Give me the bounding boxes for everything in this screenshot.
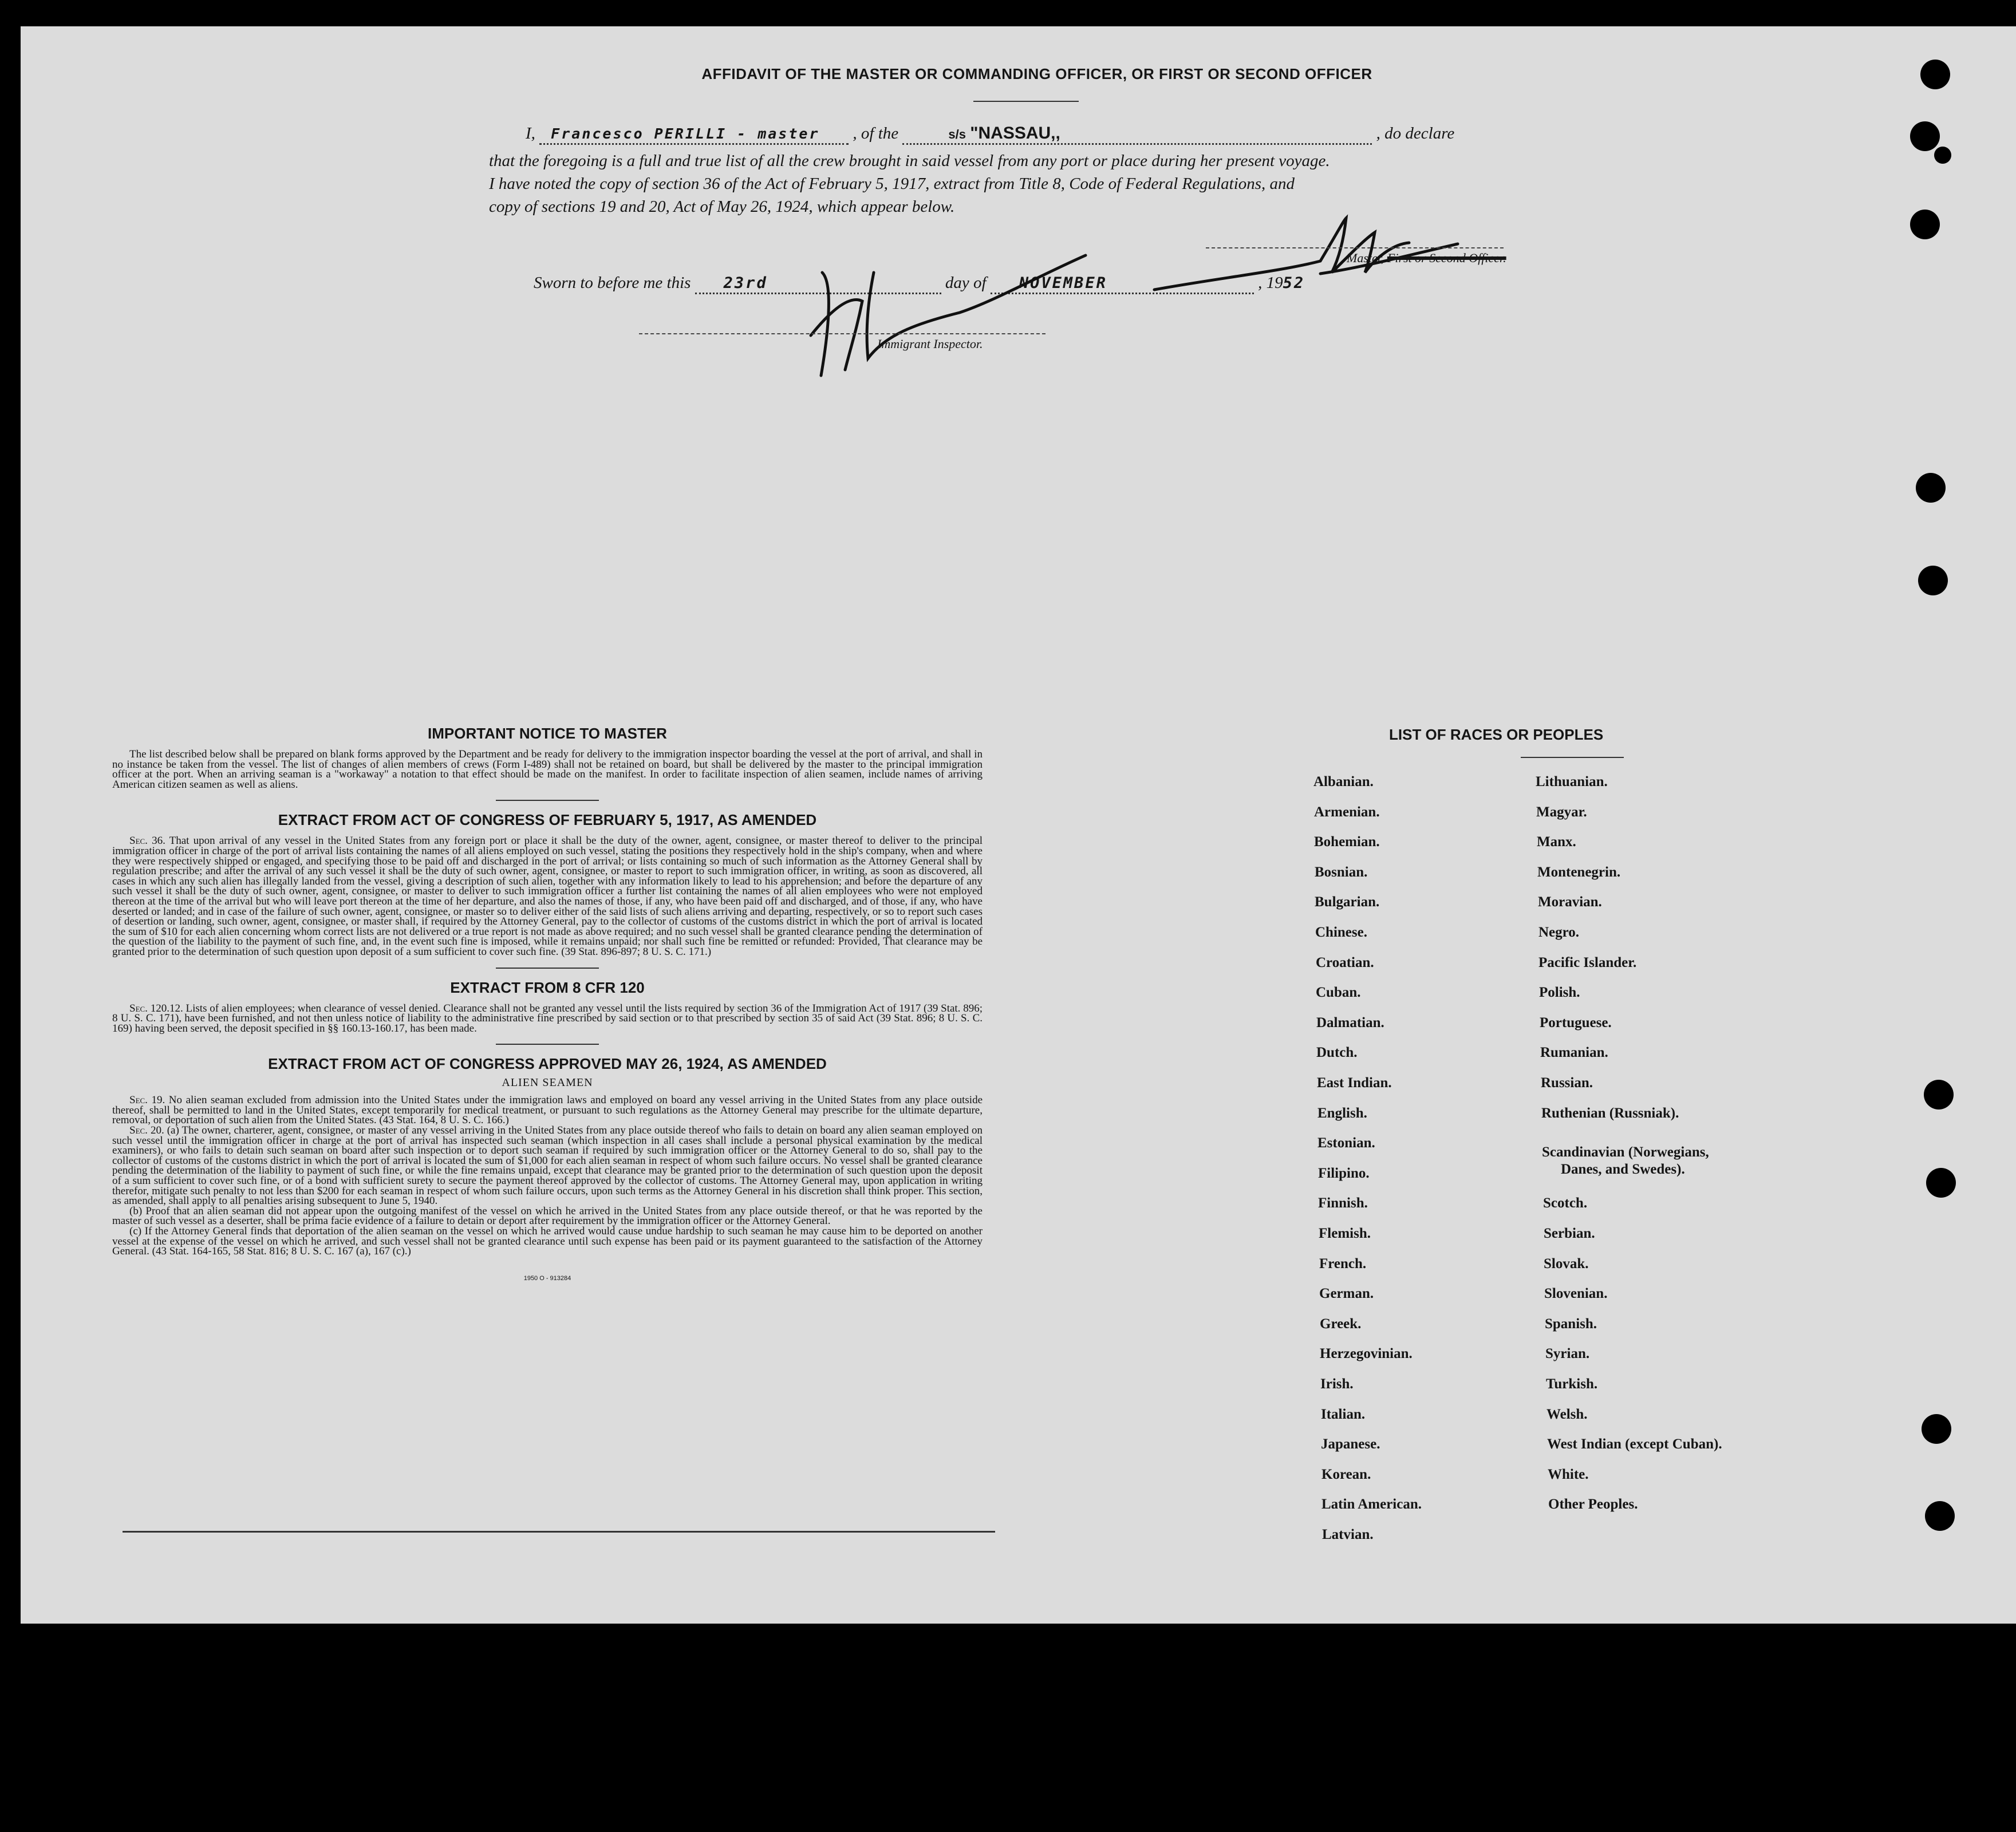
race-item: English. xyxy=(1317,1105,1367,1121)
race-item: Danes, and Swedes). xyxy=(1561,1162,1685,1177)
extract-1917-title: EXTRACT FROM ACT OF CONGRESS OF FEBRUARY 5, 1917, AS AMENDED xyxy=(278,811,817,829)
race-item: Other Peoples. xyxy=(1548,1497,1638,1512)
sworn-label: Sworn to before me this xyxy=(534,274,691,292)
race-item: Spanish. xyxy=(1545,1316,1597,1332)
section-label: Sec. 20. xyxy=(129,1124,164,1137)
race-item: Chinese. xyxy=(1315,925,1367,940)
race-item: Lithuanian. xyxy=(1536,774,1608,789)
punch-hole xyxy=(1922,1414,1951,1444)
declaration-body xyxy=(489,149,1588,218)
race-item: Scandinavian (Norwegians, xyxy=(1542,1144,1709,1160)
master-label: Master, xyxy=(1347,251,1384,265)
declaration-line xyxy=(526,124,1454,145)
race-item: Serbian. xyxy=(1544,1226,1595,1241)
section-label: Sec. 36. xyxy=(129,835,165,847)
affidavit-title: AFFIDAVIT OF THE MASTER OR COMMANDING OFFICER, OR FIRST OR SECOND OFFICER xyxy=(701,65,1372,82)
notice-title: IMPORTANT NOTICE TO MASTER xyxy=(428,725,667,742)
race-item: Scotch. xyxy=(1543,1195,1588,1211)
extract-1924-title: EXTRACT FROM ACT OF CONGRESS APPROVED MAY 26, 1924, AS AMENDED xyxy=(268,1055,827,1073)
sworn-day: 23rd xyxy=(723,274,768,292)
vessel-name: "NASSAU,, xyxy=(970,124,1060,143)
master-name-field xyxy=(539,124,849,145)
race-item: Bulgarian. xyxy=(1315,894,1380,910)
sec19-text xyxy=(112,1095,983,1126)
sec20c-text: (c) If the Attorney General finds that deportation of the alien seaman on the vessel on which he arrived would cause undue hardship to such seaman he may cause him to be deported on another vessel at the expense of the vessel on which he arrived, and such vessel shall not be granted clearance until such expense has been paid or its payment guaranteed to the satisfaction of the Attorney General. (43 Stat. 164-165, 58 Stat. 816; 8 U. S. C. 167 (a), 167 (c).) xyxy=(112,1225,983,1258)
inspector-signature xyxy=(788,250,1108,387)
race-item: Flemish. xyxy=(1319,1226,1371,1241)
struck-officer-label: First or Second Officer. xyxy=(1387,251,1506,265)
punch-hole xyxy=(1916,473,1946,503)
inspector-signature-line xyxy=(639,333,1046,334)
extract-1917-text xyxy=(112,836,983,957)
race-item: White. xyxy=(1548,1467,1589,1482)
section-text: No alien seaman excluded from admission into the United States under the immigration laws and employed on board any vessel arriving in the United States from any place outside thereof, shall be permitted to land in the United States, except temporarily for medical treatment, or pursuant to such regulations as the Attorney General may prescribe for the ultimate departure, removal, or deportation of such alien from the United States. (43 Stat. 164, 8 U. S. C. 166.) xyxy=(112,1094,983,1127)
race-item: Montenegrin. xyxy=(1537,864,1621,880)
extract-cfr-text xyxy=(112,1004,983,1034)
vessel-prefix: s/s xyxy=(948,127,966,141)
section-label: Sec. 120.12. xyxy=(129,1002,183,1014)
race-item: West Indian (except Cuban). xyxy=(1547,1436,1722,1452)
race-item: Latin American. xyxy=(1321,1497,1422,1512)
section-text: That upon arrival of any vessel in the United States from any foreign port or place it shall be the duty of the owner, agent, consignee, or master thereof to deliver to the principal immigration officer in charge of the port of arrival lists containing the names of all aliens employed on such vessel, stating the positions they respectively hold in the ship's company, when and where they were respectively shipped or engaged, and specifying those to be paid off and discharged in the port of arrival; or lists containing so much of such information as the Attorney General shall by regulation prescribe; and after the arrival of any such vessel it shall be the duty of such owner, agent, consignee, or master to report to such immigration officer, in writing, as soon as discovered, all cases in which any such alien has illegally landed from the vessel, giving a description of such alien, together with any information likely to lead to his apprehension; and before the departure of any such vessel it shall be the duty of such owner, agent, consignee, or master to deliver to such immigration officer a further list containing the names of all alien employees who were not employed thereon at the time of the arrival but who will leave port thereon at the time of her departure, and also the names of those, if any, who have been paid off and discharged, and of those, if any, who have deserted or landed; and in case of the failure of such owner, agent, consignee, or master so to deliver either of the said lists of such aliens arriving and departing, respectively, or so to report such cases of desertion or landing, such owner, agent, consignee, or master shall, if required by the Attorney General, pay to the collector of customs of the customs district in which the port of arrival is located the sum of $10 for each alien concerning whom correct lists are not delivered or a true report is not made as above required; and no such vessel shall be granted clearance pending the determination of the question of the liability to the payment of such fine, and, in the event such fine is imposed, while it remains unpaid; nor shall such fine be remitted or refunded: Provided, That clearance may be granted prior to the determination of such question upon deposit of a sum sufficient to cover such fine. (39 Stat. 896-897; 8 U. S. C. 171.) xyxy=(112,835,983,958)
race-item: Cuban. xyxy=(1316,985,1361,1000)
race-item: Portuguese. xyxy=(1540,1015,1612,1030)
race-item: Welsh. xyxy=(1546,1407,1588,1422)
bottom-rule xyxy=(123,1531,995,1533)
race-item: Italian. xyxy=(1321,1407,1366,1422)
punch-hole xyxy=(1918,566,1948,595)
race-item: Manx. xyxy=(1537,834,1576,850)
race-item: East Indian. xyxy=(1317,1075,1392,1091)
of-the-label: , of the xyxy=(853,124,899,143)
master-signature-caption xyxy=(1347,251,1506,266)
race-item: Estonian. xyxy=(1317,1135,1375,1151)
race-item: Moravian. xyxy=(1538,894,1602,910)
race-item: Rumanian. xyxy=(1540,1045,1608,1060)
master-name-handwritten: Francesco PERILLI - master xyxy=(551,125,820,142)
section-divider xyxy=(496,800,599,801)
race-item: Slovenian. xyxy=(1544,1286,1608,1301)
inspector-caption: Immigrant Inspector. xyxy=(877,337,983,351)
race-item: Pacific Islander. xyxy=(1538,955,1637,970)
punch-hole xyxy=(1910,121,1940,151)
race-item: German. xyxy=(1319,1286,1374,1301)
declaration-body-line: copy of sections 19 and 20, Act of May 26, 1924, which appear below. xyxy=(489,198,955,216)
notice-text: The list described below shall be prepared on blank forms approved by the Department and be ready for delivery to the immigration inspector boarding the vessel at the port of arrival, and shall in no instance be taken from the vessel. The list of changes of alien members of crews (Form I-489) shall not be retained on board, but shall be delivered by the master to the principal immigration officer at the port. When an arriving seaman is a "workaway" a notation to that effect should be made on the manifest. In order to facilitate inspection of alien seamen, include names of arriving American citizen seamen as well as aliens. xyxy=(112,748,983,791)
year-prefix: , 19 xyxy=(1258,274,1283,292)
vessel-field xyxy=(902,124,1372,145)
sworn-year: 52 xyxy=(1283,274,1305,292)
race-item: Bosnian. xyxy=(1315,864,1368,880)
master-signature-line xyxy=(1206,247,1504,248)
race-item: Irish. xyxy=(1320,1376,1354,1392)
race-item: Herzegovinian. xyxy=(1320,1346,1413,1361)
race-item: Armenian. xyxy=(1314,804,1380,820)
sec20b-text: (b) Proof that an alien seaman did not appear upon the outgoing manifest of the vessel on which he arrived in the United States from any place outside thereof, or that he was reported by the master of such vessel as a deserter, shall be prima facie evidence of a failure to detain or deport after requirement by the immigration officer or the Attorney General. xyxy=(112,1205,983,1227)
punch-hole xyxy=(1910,210,1940,239)
sworn-month: NOVEMBER xyxy=(1019,274,1107,292)
section-divider xyxy=(496,968,599,969)
race-item: Magyar. xyxy=(1536,804,1587,820)
day-of-label: day of xyxy=(945,274,987,292)
race-item: Slovak. xyxy=(1544,1256,1589,1272)
race-item: Russian. xyxy=(1541,1075,1593,1091)
races-divider xyxy=(1521,757,1624,758)
race-item: Albanian. xyxy=(1313,774,1374,789)
race-item: Latvian. xyxy=(1322,1527,1374,1542)
race-item: Croatian. xyxy=(1316,955,1374,970)
section-label: Sec. 19. xyxy=(129,1094,165,1107)
legal-text-column xyxy=(112,725,983,1282)
race-item: French. xyxy=(1319,1256,1367,1272)
race-item: Ruthenian (Russniak). xyxy=(1541,1105,1679,1121)
section-text: Lists of alien employees; when clearance of vessel denied. Clearance shall not be granted any vessel until the lists required by section 36 of the Immigration Act of 1917 (39 Stat. 896; 8 U. S. C. 171), have been furnished, and not then unless notice of liability to the administrative fine prescribed by said section or to that prescribed by section 35 of said Act (39 Stat. 896; 8 U. S. C. 169) having been served, the deposit specified in §§ 160.13-160.17, has been made. xyxy=(112,1002,983,1035)
race-item: Turkish. xyxy=(1546,1376,1598,1392)
race-item: Korean. xyxy=(1321,1467,1371,1482)
punch-hole xyxy=(1926,1168,1956,1198)
do-declare-label: , do declare xyxy=(1376,124,1455,143)
race-item: Dutch. xyxy=(1316,1045,1358,1060)
section-divider xyxy=(496,1044,599,1045)
punch-hole xyxy=(1924,1080,1954,1110)
races-title: LIST OF RACES OR PEOPLES xyxy=(1389,726,1604,743)
title-divider xyxy=(973,101,1079,102)
print-code: 1950 O - 913284 xyxy=(523,1274,571,1282)
race-item: Finnish. xyxy=(1318,1195,1368,1211)
section-text: (a) The owner, charterer, agent, consignee, or master of any vessel arriving in the United States from any place outside thereof who fails to detain on board any alien seaman employed on such vessel until the immigration officer in charge at the port of arrival has inspected such seaman (which inspection in all cases shall include a personal physical examination by the medical examiners), or who fails to detain such seaman on board after such inspection or to deport such seaman if required by such immigration officer or the Attorney General to do so, shall pay to the collector of customs of the customs district in which the port of arrival is located the sum of $1,000 for each alien seaman in respect of whom such failure occurs. No vessel shall be granted clearance pending the determination of the liability to payment of such fine, or while the fine remains unpaid, except that clearance may be granted prior to the determination of such question upon the deposit of a sum sufficient to cover such fine, or of a bond with sufficient surety to secure the payment thereof approved by the collector of customs. The Attorney General may, upon application in writing therefor, mitigate such penalty to not less than $200 for each seaman in respect of whom such failure occurs, upon such terms as the Attorney General in his discretion shall think proper. This section, as amended, shall apply to all penalties arising subsequent to June 5, 1940. xyxy=(112,1124,983,1207)
race-item: Filipino. xyxy=(1318,1166,1370,1181)
document-page xyxy=(21,26,2016,1624)
race-item: Dalmatian. xyxy=(1316,1015,1384,1030)
declaration-body-line: that the foregoing is a full and true list of all the crew brought in said vessel from any port or place during her present voyage. xyxy=(489,152,1330,170)
punch-hole xyxy=(1934,147,1951,164)
i-label: I, xyxy=(526,124,535,143)
race-item: Negro. xyxy=(1538,925,1580,940)
race-item: Syrian. xyxy=(1545,1346,1590,1361)
extract-1924-subtitle: ALIEN SEAMEN xyxy=(502,1076,593,1089)
race-item: Japanese. xyxy=(1321,1436,1380,1452)
race-item: Polish. xyxy=(1539,985,1580,1000)
race-item: Bohemian. xyxy=(1314,834,1380,850)
declaration-body-line: I have noted the copy of section 36 of the Act of February 5, 1917, extract from Title 8, Code of Federal Regulations, and xyxy=(489,175,1295,193)
race-item: Greek. xyxy=(1320,1316,1362,1332)
extract-cfr-title: EXTRACT FROM 8 CFR 120 xyxy=(450,978,645,996)
punch-hole xyxy=(1925,1501,1955,1531)
sec20a-text xyxy=(112,1126,983,1206)
